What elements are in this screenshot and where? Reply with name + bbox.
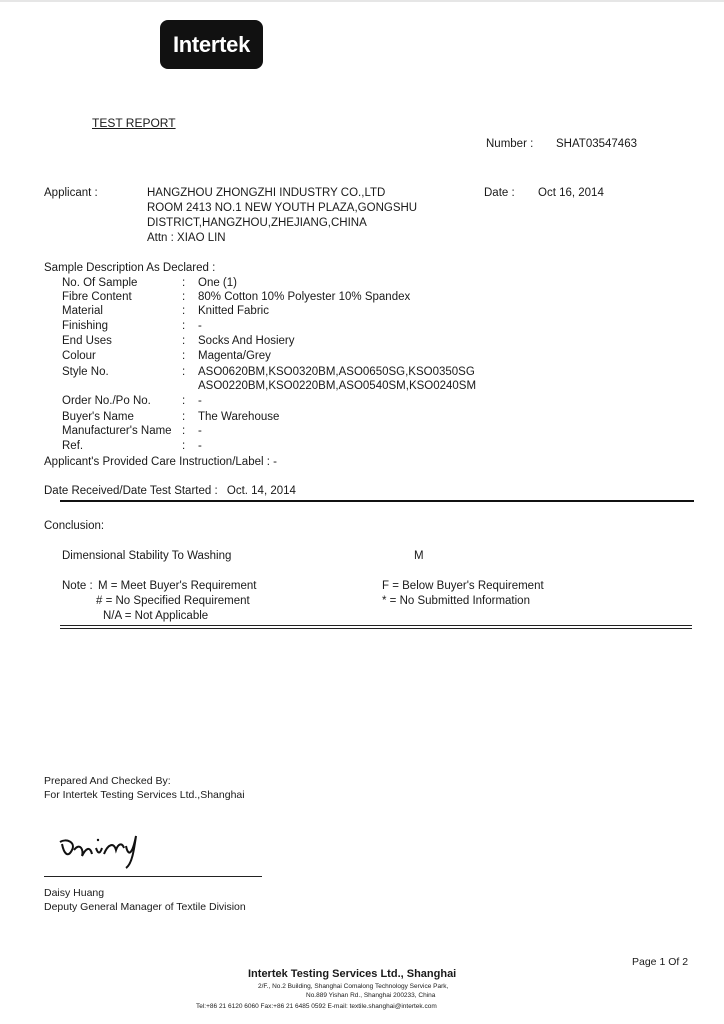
sample-value-style-no-2: ASO0220BM,KSO0220BM,ASO0540SM,KSO0240SM xyxy=(198,380,477,392)
date-label: Date : xyxy=(484,187,515,199)
date-received xyxy=(44,485,296,497)
sample-label-order-no: Order No./Po No. xyxy=(62,395,151,407)
date-value: Oct 16, 2014 xyxy=(538,187,604,199)
test-name: Dimensional Stability To Washing xyxy=(62,550,232,562)
signature xyxy=(56,820,146,870)
footer-address-1: 2/F., No.2 Building, Shanghai Comalong Technology Service Park, xyxy=(258,983,449,990)
note-prefix: Note : xyxy=(62,580,93,592)
sample-value-no-of-sample: One (1) xyxy=(198,277,237,289)
colon: : xyxy=(182,440,186,452)
signer-title: Deputy General Manager of Textile Division xyxy=(44,901,246,913)
footer-contact: Tel:+86 21 6120 6060 Fax:+86 21 6485 0592 E-mail: textile.shanghai@intertek.com xyxy=(196,1003,437,1010)
sample-label-fibre-content: Fibre Content xyxy=(62,291,132,303)
sample-value-material: Knitted Fabric xyxy=(198,305,269,317)
footer-address-2: No.889 Yishan Rd., Shanghai 200233, China xyxy=(306,992,436,999)
colon: : xyxy=(182,335,186,347)
conclusion-heading: Conclusion: xyxy=(44,520,105,532)
sample-value-fibre-content: 80% Cotton 10% Polyester 10% Spandex xyxy=(198,291,411,303)
colon: : xyxy=(182,395,186,407)
sample-value-order-no: - xyxy=(198,395,202,407)
intertek-logo: Intertek xyxy=(160,20,263,69)
number-label: Number : xyxy=(486,138,534,150)
note-f: F = Below Buyer's Requirement xyxy=(382,580,544,592)
signature-line xyxy=(44,876,262,877)
sample-value-colour: Magenta/Grey xyxy=(198,350,271,362)
sample-value-end-uses: Socks And Hosiery xyxy=(198,335,295,347)
care-label: Applicant's Provided Care Instruction/Label : xyxy=(44,456,270,468)
sample-label-end-uses: End Uses xyxy=(62,335,112,347)
sample-value-buyers-name: The Warehouse xyxy=(198,411,280,423)
sample-label-buyers-name: Buyer's Name xyxy=(62,411,134,423)
sample-label-style-no: Style No. xyxy=(62,366,109,378)
date-received-value: Oct. 14, 2014 xyxy=(226,485,296,497)
prepared-for: For Intertek Testing Services Ltd.,Shanghai xyxy=(44,789,245,801)
note-na: N/A = Not Applicable xyxy=(103,610,209,622)
care-instruction xyxy=(44,456,277,468)
colon: : xyxy=(182,350,186,362)
report-title: TEST REPORT xyxy=(92,116,176,130)
sample-value-manufacturers-name: - xyxy=(198,425,202,437)
colon: : xyxy=(182,366,186,378)
sample-value-finishing: - xyxy=(198,320,202,332)
report-number: SHAT03547463 xyxy=(556,138,637,150)
applicant-line-3: DISTRICT,HANGZHOU,ZHEJIANG,CHINA xyxy=(147,217,367,229)
top-border xyxy=(0,0,724,2)
applicant-line-1: HANGZHOU ZHONGZHI INDUSTRY CO.,LTD xyxy=(147,187,386,199)
prepared-by: Prepared And Checked By: xyxy=(44,775,171,787)
note-m: M = Meet Buyer's Requirement xyxy=(98,580,257,592)
colon: : xyxy=(182,320,186,332)
colon: : xyxy=(182,411,186,423)
applicant-attn: Attn : XIAO LIN xyxy=(147,232,226,244)
double-rule-top xyxy=(60,625,692,626)
section-divider xyxy=(60,500,694,502)
signer-name: Daisy Huang xyxy=(44,887,105,899)
sample-label-colour: Colour xyxy=(62,350,96,362)
date-received-label: Date Received/Date Test Started : xyxy=(44,485,218,497)
double-rule-bottom xyxy=(60,628,692,629)
sample-label-material: Material xyxy=(62,305,103,317)
colon: : xyxy=(182,425,186,437)
applicant-line-2: ROOM 2413 NO.1 NEW YOUTH PLAZA,GONGSHU xyxy=(147,202,418,214)
test-result: M xyxy=(414,550,424,562)
applicant-label: Applicant : xyxy=(44,187,98,199)
sample-label-no-of-sample: No. Of Sample xyxy=(62,277,138,289)
care-value: - xyxy=(273,456,277,468)
colon: : xyxy=(182,291,186,303)
colon: : xyxy=(182,305,186,317)
colon: : xyxy=(182,277,186,289)
page-number: Page 1 Of 2 xyxy=(632,956,689,968)
sample-label-ref: Ref. xyxy=(62,440,84,452)
sample-label-manufacturers-name: Manufacturer's Name xyxy=(62,425,172,437)
sample-value-ref: - xyxy=(198,440,202,452)
sample-heading: Sample Description As Declared : xyxy=(44,262,216,274)
sample-label-finishing: Finishing xyxy=(62,320,109,332)
note-hash: # = No Specified Requirement xyxy=(96,595,250,607)
sample-value-style-no-1: ASO0620BM,KSO0320BM,ASO0650SG,KSO0350SG xyxy=(198,366,475,378)
footer-company: Intertek Testing Services Ltd., Shanghai xyxy=(248,968,457,980)
note-star: * = No Submitted Information xyxy=(382,595,530,607)
